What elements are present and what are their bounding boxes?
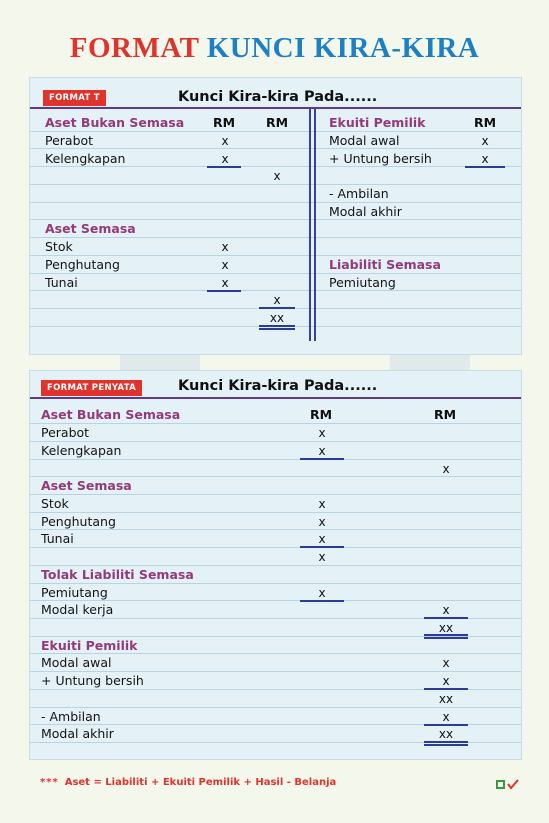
row-amount: x	[221, 134, 229, 148]
ruled-line	[30, 547, 521, 548]
ruled-line	[30, 290, 521, 291]
double-underline	[424, 741, 468, 746]
subtotal-amount: x	[273, 169, 281, 183]
row-amount: x	[318, 497, 326, 511]
row-amount: x	[221, 276, 229, 290]
row-label: Modal awal	[329, 133, 400, 148]
rm-header: RM	[434, 407, 457, 422]
subtotal-amount: x	[273, 293, 281, 307]
ruled-line	[30, 494, 521, 495]
underline	[300, 546, 344, 548]
row-label: Pemiutang	[329, 275, 396, 290]
section-heading: Liabiliti Semasa	[329, 257, 441, 272]
row-label: Kelengkapan	[41, 443, 122, 458]
rm-header: RM	[310, 407, 333, 422]
underline	[424, 688, 468, 690]
row-label: + Untung bersih	[41, 673, 144, 688]
section-heading: Aset Semasa	[41, 478, 132, 493]
row-label: - Ambilan	[41, 709, 101, 724]
row-amount: x	[318, 586, 326, 600]
underline	[424, 617, 468, 619]
row-amount: x	[481, 152, 489, 166]
total-amount: xx	[269, 311, 285, 325]
format-penyata-panel	[29, 370, 522, 760]
underline	[465, 166, 505, 168]
footer-formula-text: Aset = Liabiliti + Ekuiti Pemilik + Hasil - Belanja	[64, 777, 337, 788]
row-amount: x	[442, 710, 450, 724]
ruled-line	[30, 237, 521, 238]
footer-formula	[40, 777, 336, 788]
page-title: FORMAT KUNCI KIRA-KIRA	[69, 32, 480, 64]
format-t-panel	[29, 77, 522, 355]
row-amount: x	[221, 258, 229, 272]
row-amount: x	[481, 134, 489, 148]
ruled-line	[30, 273, 521, 274]
row-label: Stok	[41, 496, 69, 511]
row-label: + Untung bersih	[329, 151, 432, 166]
underline	[300, 458, 344, 460]
section-heading: Aset Bukan Semasa	[41, 407, 181, 422]
section-heading: Ekuiti Pemilik	[329, 115, 426, 130]
ruled-line	[30, 565, 521, 566]
format-penyata-title: Kunci Kira-kira Pada......	[178, 378, 378, 394]
row-label: Perabot	[41, 425, 90, 440]
row-label: Penghutang	[45, 257, 120, 272]
ruled-line	[30, 707, 521, 708]
row-label: Perabot	[45, 133, 94, 148]
format-penyata-tag: FORMAT PENYATA	[41, 380, 142, 396]
ruled-line	[30, 423, 521, 424]
double-underline	[424, 634, 468, 639]
header-rule	[30, 397, 521, 399]
row-amount: x	[442, 674, 450, 688]
ruled-line	[30, 441, 521, 442]
underline	[300, 600, 344, 602]
double-underline	[259, 325, 295, 330]
row-label: Penghutang	[41, 514, 116, 529]
row-label: Modal akhir	[41, 726, 114, 741]
row-label: Kelengkapan	[45, 151, 126, 166]
ruled-line	[30, 202, 521, 203]
row-label: Modal awal	[41, 655, 112, 670]
ruled-line	[30, 148, 521, 149]
header-rule	[30, 107, 521, 109]
row-amount: x	[442, 603, 450, 617]
underline	[259, 307, 295, 309]
total-amount: xx	[438, 727, 454, 741]
subtotal-amount: x	[442, 462, 450, 476]
rm-header: RM	[213, 115, 236, 130]
total-amount: xx	[438, 621, 454, 635]
ruled-line	[30, 671, 521, 672]
row-amount: x	[318, 532, 326, 546]
row-amount: x	[221, 240, 229, 254]
section-heading: Aset Semasa	[45, 221, 136, 236]
publisher-logo-icon	[496, 779, 520, 791]
rm-header: RM	[474, 115, 497, 130]
section-heading: Tolak Liabiliti Semasa	[41, 567, 194, 582]
row-label: - Ambilan	[329, 186, 389, 201]
row-label: Modal akhir	[329, 204, 402, 219]
row-amount: x	[442, 656, 450, 670]
ruled-line	[30, 459, 521, 460]
row-amount: x	[318, 444, 326, 458]
row-label: Tunai	[41, 531, 74, 546]
section-heading: Ekuiti Pemilik	[41, 638, 138, 653]
format-t-tag: FORMAT T	[43, 90, 106, 106]
ruled-line	[30, 583, 521, 584]
ruled-line	[30, 255, 521, 256]
row-amount: x	[318, 515, 326, 529]
underline	[207, 290, 241, 292]
row-amount: x	[318, 426, 326, 440]
ruled-line	[30, 512, 521, 513]
t-divider	[309, 109, 311, 341]
row-label: Tunai	[45, 275, 78, 290]
section-heading: Aset Bukan Semasa	[45, 115, 185, 130]
subtotal-amount: x	[318, 550, 326, 564]
subtotal-amount: xx	[438, 692, 454, 706]
ruled-line	[30, 184, 521, 185]
row-label: Stok	[45, 239, 73, 254]
ruled-line	[30, 219, 521, 220]
ruled-line	[30, 131, 521, 132]
rm-header: RM	[266, 115, 289, 130]
footer-stars: ***	[40, 777, 59, 788]
row-label: Modal kerja	[41, 602, 114, 617]
format-t-title: Kunci Kira-kira Pada......	[178, 89, 378, 105]
row-label: Pemiutang	[41, 585, 108, 600]
underline	[207, 166, 241, 168]
t-divider	[314, 109, 316, 341]
row-amount: x	[221, 152, 229, 166]
